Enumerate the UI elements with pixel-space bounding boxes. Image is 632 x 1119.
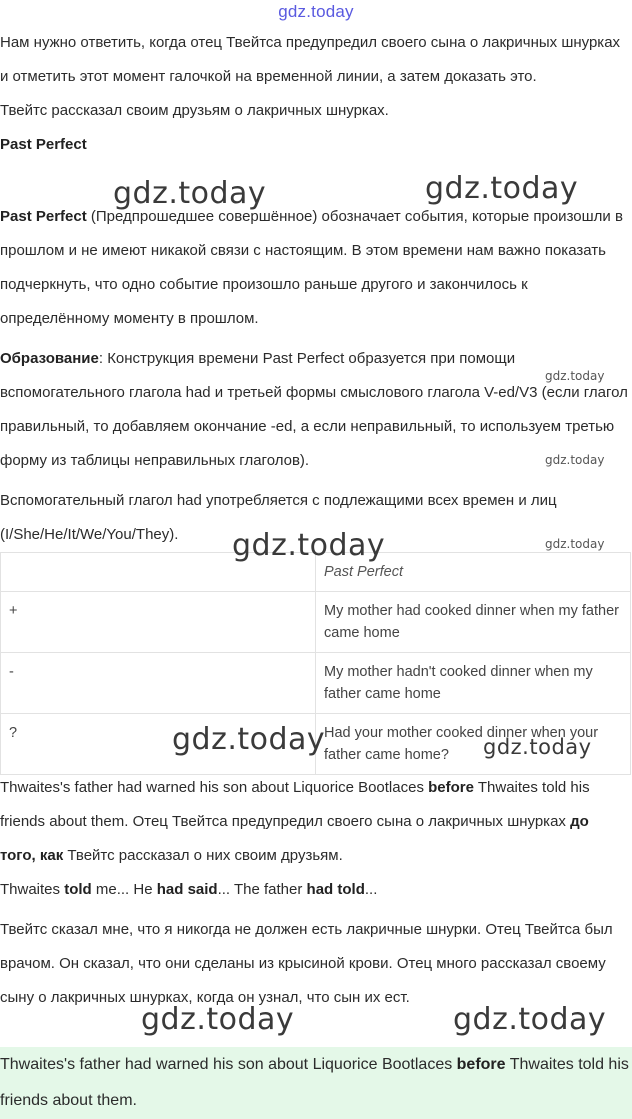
watermark-large: gdz.today bbox=[172, 722, 326, 757]
answer-part: Thwaites's father had warned his son about Liquorice Bootlaces bbox=[0, 1056, 457, 1073]
table-sign-cell: + bbox=[1, 592, 316, 653]
table-example-cell: My mother hadn't cooked dinner when my father came home bbox=[316, 653, 631, 714]
formation-text: : Конструкция времени Past Perfect образуется при помощи вспомогательного глагола had и третьей формы смыслового глагола V-ed/V3 (если глагол правильный, то добавляем окончание -ed, а если неправильный, то используем третью форму из таблицы неправильных глаголов). bbox=[0, 350, 628, 469]
watermark-small: gdz.today bbox=[545, 453, 605, 467]
answer-part: Thwaites told his friends about them. bbox=[0, 1056, 629, 1109]
table-example-cell: Had your mother cooked dinner when your father came home? bbox=[316, 714, 631, 775]
table-row bbox=[1, 592, 631, 653]
formation-block bbox=[0, 342, 628, 478]
statement-paragraph: Твейтс рассказал своим друзьям о лакричных шнурках. bbox=[0, 102, 389, 119]
emphasis-before: before bbox=[428, 779, 474, 796]
formation-paragraph bbox=[0, 342, 628, 478]
emphasis-had-said: had said bbox=[156, 881, 218, 898]
explanation-text: Твейтс рассказал о них своим друзьям. bbox=[63, 847, 343, 864]
table-header-cell: Past Perfect bbox=[316, 553, 631, 592]
watermark-large: gdz.today bbox=[232, 528, 386, 563]
auxiliary-paragraph: Вспомогательный глагол had употребляется с подлежащими всех времен и лиц (I/She/He/It/We/You/They). bbox=[0, 492, 557, 543]
explanation-paragraph-1 bbox=[0, 771, 628, 873]
explanation-text: ... bbox=[364, 881, 378, 898]
table-example-cell: My mother had cooked dinner when my father came home bbox=[316, 592, 631, 653]
answer-text bbox=[0, 1047, 632, 1119]
definition-text: (Предпрошедшее совершённое) обозначает события, которые произошли в прошлом и не имеют никакой связи с настоящим. В этом времени нам важно показать подчеркнуть, что одно событие произошло раньше другого и закончилось к определённому моменту в прошлом. bbox=[0, 208, 623, 327]
emphasis-had-told: had told bbox=[306, 881, 365, 898]
emphasis-told: told bbox=[64, 881, 92, 898]
explanation-text: ... The father bbox=[217, 881, 307, 898]
task-paragraph: Нам нужно ответить, когда отец Твейтса предупредил своего сына о лакричных шнурках и отметить этот момент галочкой на временной линии, а затем доказать это. bbox=[0, 34, 621, 85]
answer-emphasis-before: before bbox=[456, 1056, 506, 1073]
section-heading: Past Perfect bbox=[0, 136, 87, 153]
watermark-large: gdz.today bbox=[113, 176, 267, 211]
watermark-large: gdz.today bbox=[453, 1002, 607, 1037]
watermark-medium: gdz.today bbox=[483, 735, 592, 759]
formation-label: Образование bbox=[0, 350, 99, 367]
table-row bbox=[1, 653, 631, 714]
table-sign-cell: ? bbox=[1, 714, 316, 775]
translation-block bbox=[0, 913, 622, 1015]
watermark-small: gdz.today bbox=[545, 537, 605, 551]
watermark-small: gdz.today bbox=[545, 369, 605, 383]
watermark-large: gdz.today bbox=[425, 171, 579, 206]
watermark-large: gdz.today bbox=[141, 1002, 295, 1037]
explanation-text: me... He bbox=[91, 881, 157, 898]
site-logo-watermark: gdz.today bbox=[278, 2, 354, 21]
explanation-text: Thwaites's father had warned his son about Liquorice Bootlaces bbox=[0, 779, 429, 796]
explanation-text: Thwaites told his friends about them. Отец Твейтса предупредил своего сына о лакричных шнурках bbox=[0, 779, 590, 830]
definition-paragraph bbox=[0, 200, 625, 336]
table-sign-cell: - bbox=[1, 653, 316, 714]
term-bold: Past Perfect bbox=[0, 208, 87, 225]
explanation-block bbox=[0, 771, 628, 907]
answer-box bbox=[0, 1047, 632, 1119]
explanation-text: Thwaites bbox=[0, 881, 65, 898]
translation-paragraph: Твейтс сказал мне, что я никогда не должен есть лакричные шнурки. Отец Твейтса был врачом. Он сказал, что они сделаны из крысиной крови. Отец много рассказал своему сыну о лакричных шнурках, когда он узнал, что сын их ест. bbox=[0, 921, 613, 1006]
intro-block bbox=[0, 26, 625, 162]
explanation-paragraph-2 bbox=[0, 873, 628, 907]
theory-block bbox=[0, 200, 625, 336]
emphasis-do-togo-kak: до того, как bbox=[0, 813, 589, 864]
